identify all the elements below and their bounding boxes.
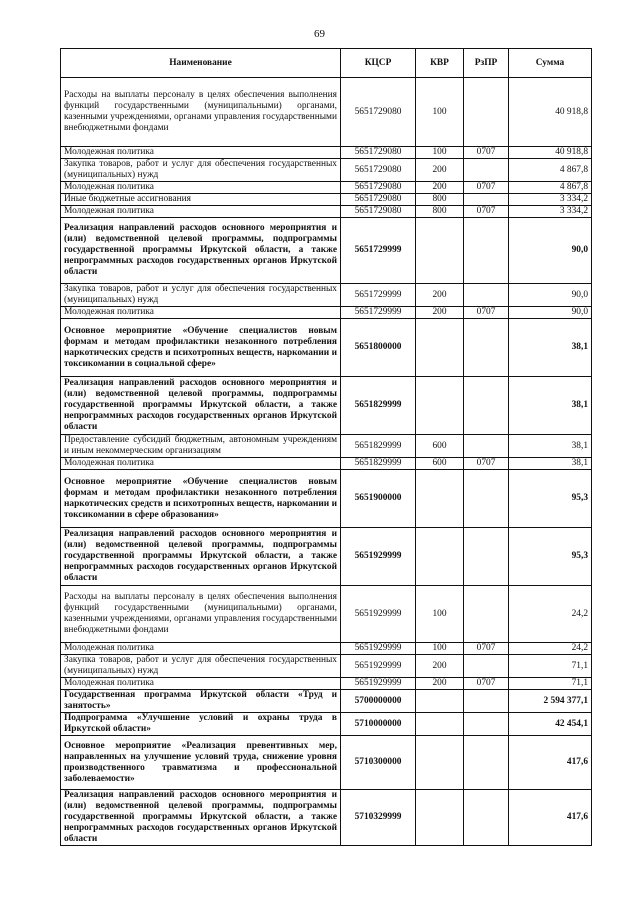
table-row — [61, 147, 592, 159]
row-vr-cell — [416, 218, 464, 284]
row-sum-cell: 38,1 — [509, 458, 592, 470]
row-sum-cell: 90,0 — [509, 284, 592, 307]
header-code: КЦСР — [341, 49, 416, 78]
row-name-cell: Закупка товаров, работ и услуг для обеспечения государственных (муниципальных) нужд — [61, 655, 341, 678]
row-sum-cell: 24,2 — [509, 643, 592, 655]
row-sum-cell: 417,6 — [509, 736, 592, 790]
page-number: 69 — [314, 28, 325, 40]
row-section-cell — [464, 435, 509, 458]
row-code-cell: 5651929999 — [341, 528, 416, 586]
row-code-cell: 5651929999 — [341, 655, 416, 678]
row-vr-cell — [416, 790, 464, 846]
row-vr-cell: 200 — [416, 284, 464, 307]
row-vr-cell: 800 — [416, 206, 464, 218]
table-row — [61, 435, 592, 458]
row-name-cell: Молодежная политика — [61, 307, 341, 319]
row-section-cell — [464, 377, 509, 435]
table-row — [61, 159, 592, 182]
table-row — [61, 194, 592, 206]
row-code-cell: 5710329999 — [341, 790, 416, 846]
header-vr: КВР — [416, 49, 464, 78]
row-sum-cell: 4 867,8 — [509, 182, 592, 194]
row-name-cell: Реализация направлений расходов основного мероприятия и (или) ведомственной целевой программы, подпрограммы государственной программы Иркутской области, а также непрограммных расходов государственных органов Иркутской области — [61, 377, 341, 435]
row-section-cell — [464, 713, 509, 736]
row-sum-cell: 3 334,2 — [509, 206, 592, 218]
row-vr-cell — [416, 528, 464, 586]
row-sum-cell: 2 594 377,1 — [509, 690, 592, 713]
row-name-cell: Основное мероприятие «Обучение специалистов новым формам и методам профилактики незаконного потребления наркотических средств и психотропных веществ, наркомании и токсикомании в социальной сфере» — [61, 319, 341, 377]
table-row — [61, 458, 592, 470]
table-row — [61, 678, 592, 690]
table-row — [61, 319, 592, 377]
header-name: Наименование — [61, 49, 341, 78]
row-section-cell: 0707 — [464, 307, 509, 319]
row-section-cell — [464, 790, 509, 846]
table-row — [61, 307, 592, 319]
row-name-cell: Реализация направлений расходов основного мероприятия и (или) ведомственной целевой программы, подпрограммы государственной программы Иркутской области, а также непрограммных расходов государственных органов Иркутской области — [61, 528, 341, 586]
row-section-cell: 0707 — [464, 678, 509, 690]
row-section-cell — [464, 470, 509, 528]
row-vr-cell: 200 — [416, 678, 464, 690]
row-code-cell: 5710300000 — [341, 736, 416, 790]
row-name-cell: Основное мероприятие «Обучение специалистов новым формам и методам профилактики незаконного потребления наркотических средств и психотропных веществ, наркомании и токсикомании в сфере образования» — [61, 470, 341, 528]
table-row — [61, 736, 592, 790]
table-body — [61, 78, 592, 846]
row-section-cell — [464, 78, 509, 147]
row-sum-cell: 38,1 — [509, 435, 592, 458]
row-vr-cell — [416, 713, 464, 736]
row-vr-cell: 200 — [416, 655, 464, 678]
row-sum-cell: 417,6 — [509, 790, 592, 846]
row-sum-cell: 38,1 — [509, 319, 592, 377]
row-vr-cell: 800 — [416, 194, 464, 206]
row-section-cell — [464, 218, 509, 284]
row-vr-cell — [416, 377, 464, 435]
row-code-cell: 5651729999 — [341, 307, 416, 319]
row-code-cell: 5651900000 — [341, 470, 416, 528]
row-section-cell: 0707 — [464, 147, 509, 159]
table-row — [61, 284, 592, 307]
row-sum-cell: 95,3 — [509, 528, 592, 586]
table-row — [61, 182, 592, 194]
header-section: РзПР — [464, 49, 509, 78]
row-sum-cell: 3 334,2 — [509, 194, 592, 206]
row-section-cell — [464, 655, 509, 678]
table-row — [61, 655, 592, 678]
row-name-cell: Основное мероприятие «Реализация превентивных мер, направленных на улучшение условий труда, снижение уровня производственного травматизма и профессиональной заболеваемости» — [61, 736, 341, 790]
row-name-cell: Предоставление субсидий бюджетным, автономным учреждениям и иным некоммерческим организациям — [61, 435, 341, 458]
row-section-cell — [464, 194, 509, 206]
row-section-cell: 0707 — [464, 643, 509, 655]
row-name-cell: Расходы на выплаты персоналу в целях обеспечения выполнения функций государственными (муниципальными) органами, казенными учреждениями, органами управления государственными внебюджетными фондами — [61, 78, 341, 147]
row-name-cell: Закупка товаров, работ и услуг для обеспечения государственных (муниципальных) нужд — [61, 159, 341, 182]
table-row — [61, 528, 592, 586]
row-sum-cell: 90,0 — [509, 218, 592, 284]
row-section-cell: 0707 — [464, 458, 509, 470]
row-vr-cell: 200 — [416, 307, 464, 319]
row-code-cell: 5651729999 — [341, 218, 416, 284]
table-row — [61, 643, 592, 655]
row-section-cell: 0707 — [464, 206, 509, 218]
row-vr-cell — [416, 319, 464, 377]
row-name-cell: Реализация направлений расходов основного мероприятия и (или) ведомственной целевой программы, подпрограммы государственной программы Иркутской области, а также непрограммных расходов государственных органов Иркутской области — [61, 790, 341, 846]
row-sum-cell: 71,1 — [509, 655, 592, 678]
row-code-cell: 5651729080 — [341, 147, 416, 159]
row-name-cell: Государственная программа Иркутской области «Труд и занятость» — [61, 690, 341, 713]
row-sum-cell: 90,0 — [509, 307, 592, 319]
table-row — [61, 713, 592, 736]
row-vr-cell: 600 — [416, 435, 464, 458]
row-code-cell: 5651729080 — [341, 159, 416, 182]
row-section-cell — [464, 528, 509, 586]
row-sum-cell: 24,2 — [509, 586, 592, 643]
row-name-cell: Расходы на выплаты персоналу в целях обеспечения выполнения функций государственными (муниципальными) органами, казенными учреждениями, органами управления государственными внебюджетными фондами — [61, 586, 341, 643]
row-code-cell: 5651929999 — [341, 586, 416, 643]
row-name-cell: Молодежная политика — [61, 147, 341, 159]
row-section-cell — [464, 690, 509, 713]
row-sum-cell: 42 454,1 — [509, 713, 592, 736]
row-vr-cell — [416, 470, 464, 528]
row-name-cell: Реализация направлений расходов основного мероприятия и (или) ведомственной целевой программы, подпрограммы государственной программы Иркутской области, а также непрограммных расходов государственных органов Иркутской области — [61, 218, 341, 284]
row-code-cell: 5700000000 — [341, 690, 416, 713]
row-vr-cell: 600 — [416, 458, 464, 470]
row-name-cell: Молодежная политика — [61, 206, 341, 218]
row-sum-cell: 38,1 — [509, 377, 592, 435]
row-section-cell — [464, 319, 509, 377]
row-code-cell: 5651829999 — [341, 458, 416, 470]
row-sum-cell: 95,3 — [509, 470, 592, 528]
table-row — [61, 206, 592, 218]
row-vr-cell: 100 — [416, 147, 464, 159]
row-sum-cell: 40 918,8 — [509, 78, 592, 147]
header-sum: Сумма — [509, 49, 592, 78]
row-code-cell: 5710000000 — [341, 713, 416, 736]
row-code-cell: 5651929999 — [341, 678, 416, 690]
row-vr-cell: 200 — [416, 182, 464, 194]
table-row — [61, 790, 592, 846]
row-code-cell: 5651800000 — [341, 319, 416, 377]
row-section-cell — [464, 586, 509, 643]
row-name-cell: Молодежная политика — [61, 643, 341, 655]
row-section-cell — [464, 284, 509, 307]
row-vr-cell — [416, 736, 464, 790]
row-code-cell: 5651929999 — [341, 643, 416, 655]
row-name-cell: Закупка товаров, работ и услуг для обеспечения государственных (муниципальных) нужд — [61, 284, 341, 307]
row-name-cell: Молодежная политика — [61, 678, 341, 690]
row-name-cell: Иные бюджетные ассигнования — [61, 194, 341, 206]
row-section-cell — [464, 159, 509, 182]
table-row — [61, 690, 592, 713]
table-row — [61, 470, 592, 528]
row-code-cell: 5651729080 — [341, 194, 416, 206]
budget-table — [60, 48, 592, 846]
table-header-row — [61, 49, 592, 78]
row-code-cell: 5651729999 — [341, 284, 416, 307]
row-code-cell: 5651829999 — [341, 435, 416, 458]
row-vr-cell: 100 — [416, 586, 464, 643]
row-vr-cell: 100 — [416, 78, 464, 147]
row-name-cell: Молодежная политика — [61, 458, 341, 470]
row-section-cell — [464, 736, 509, 790]
row-name-cell: Подпрограмма «Улучшение условий и охраны труда в Иркутской области» — [61, 713, 341, 736]
row-sum-cell: 40 918,8 — [509, 147, 592, 159]
row-vr-cell: 100 — [416, 643, 464, 655]
row-code-cell: 5651729080 — [341, 182, 416, 194]
table-row — [61, 586, 592, 643]
row-code-cell: 5651729080 — [341, 206, 416, 218]
row-vr-cell: 200 — [416, 159, 464, 182]
table-row — [61, 78, 592, 147]
row-sum-cell: 71,1 — [509, 678, 592, 690]
row-name-cell: Молодежная политика — [61, 182, 341, 194]
row-sum-cell: 4 867,8 — [509, 159, 592, 182]
row-code-cell: 5651729080 — [341, 78, 416, 147]
row-section-cell: 0707 — [464, 182, 509, 194]
table-row — [61, 377, 592, 435]
row-vr-cell — [416, 690, 464, 713]
row-code-cell: 5651829999 — [341, 377, 416, 435]
table-row — [61, 218, 592, 284]
